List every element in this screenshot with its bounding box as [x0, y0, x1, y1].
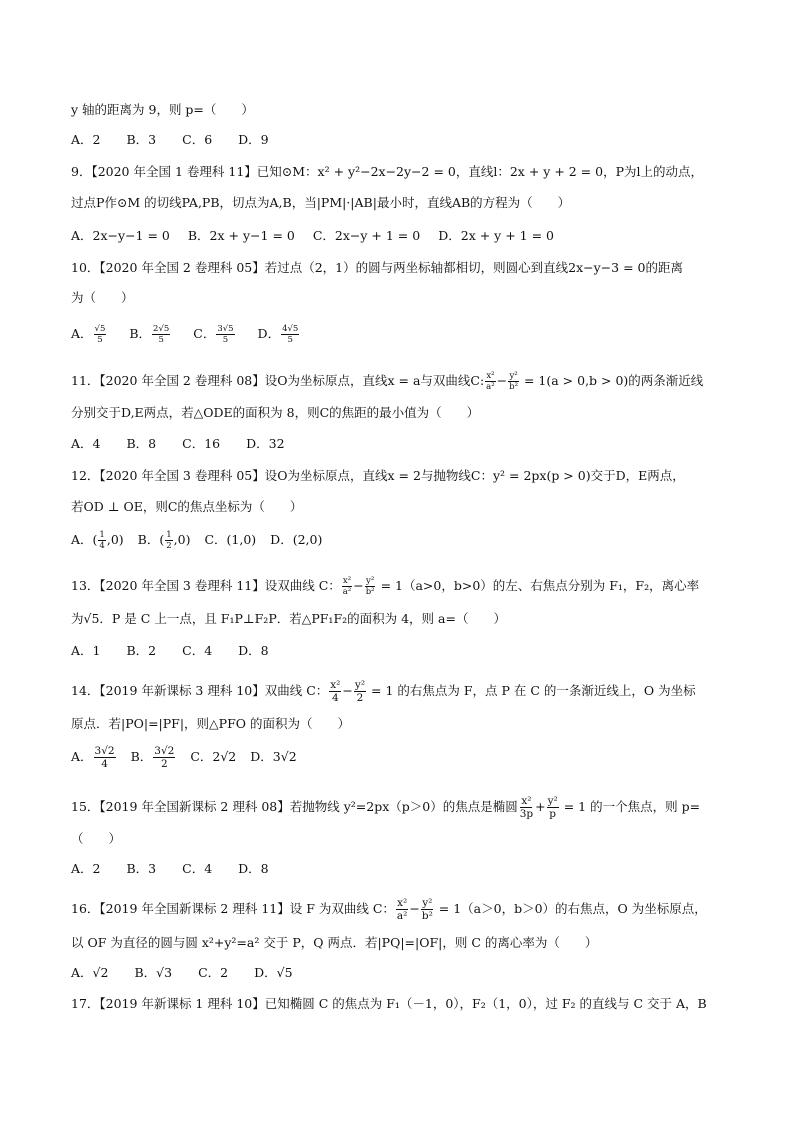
option-d: D．(2,0)	[270, 532, 323, 547]
option-a: A． $\frac{3√2}{4}$	[71, 745, 115, 770]
option-b: B． $\frac{3√2}{2}$	[130, 745, 175, 770]
option-d: D．√5	[254, 965, 293, 980]
question-13-line-2: 为√5．P 是 C 上一点，且 F₁P⊥F₂P．若△PF₁F₂的面积为 4，则 a=（ ）	[71, 611, 506, 626]
option-c-denominator: 5	[222, 335, 229, 345]
option-b: B．( $\frac{1}{2}$ ,0)	[137, 530, 191, 551]
question-10-line-1: 10．【2020 年全国 2 卷理科 05】若过点（2，1）的圆与两坐标轴都相切，则圆心到直线2x−y−3 = 0的距离	[71, 260, 683, 275]
question-10-line-2: 为（ ）	[71, 290, 134, 305]
fraction-x2-a2: $\frac{\text{x²}}{\text{a²}}$	[486, 371, 495, 392]
option-c: C．16	[182, 436, 221, 451]
option-a: A．√2	[71, 965, 109, 980]
question-11-options	[71, 434, 754, 454]
question-15-line-2: （ ）	[71, 831, 122, 846]
question-14-line-2: 原点．若|PO|=|PF|，则△PFO 的面积为（ ）	[71, 716, 350, 731]
option-a: A．2	[71, 861, 101, 876]
question-9-line-1: 9．【2020 年全国 1 卷理科 11】已知⊙M：x² + y²−2x−2y−2 = 0，直线l：2x + y + 2 = 0，P为l上的动点，	[71, 164, 703, 179]
question-14-line-1: 14．【2019 年新课标 3 理科 10】双曲线 C： $\frac{\text{x²}}{4}$ − $\frac{\text{y²}}{2}$ = 1 的右焦点为 F，点 P 在 C 的一条渐近线上，O 为坐标	[71, 679, 696, 704]
question-16-line-2: 以 OF 为直径的圆与圆 x²+y²=a² 交于 P，Q 两点．若|PQ|=|OF|，则 C 的离心率为（ ）	[71, 935, 598, 950]
question-11-line-2: 分别交于D,E两点，若△ODE的面积为 8，则C的焦距的最小值为（ ）	[71, 405, 480, 420]
option-a-numerator: √5	[94, 324, 106, 334]
option-d-denominator: 5	[287, 335, 293, 345]
question-15-line-1: 15．【2019 年全国新课标 2 理科 08】若抛物线 y²=2px（p＞0）的焦点是椭圆 $\frac{\text{x²}}{3p}$ + $\frac{\text{y²}}{p}$ = 1 的一个焦点，则 p=	[71, 795, 701, 820]
option-c: C． $\frac{3√5}{5}$	[193, 324, 234, 345]
question-12-options	[71, 530, 754, 554]
option-c: C．2	[198, 965, 229, 980]
option-d: D．8	[238, 643, 269, 658]
fraction-y2-b2: $\frac{\text{y²}}{\text{b²}}$	[509, 371, 518, 392]
option-c: C．6	[182, 132, 213, 147]
option-a: A．2	[71, 132, 101, 147]
option-c: C．2x−y + 1 = 0	[312, 228, 421, 243]
option-c-numerator: 3√5	[217, 324, 234, 334]
question-12-line-1: 12．【2020 年全国 3 卷理科 05】设O为坐标原点，直线x = 2与抛物线C：y² = 2px(p > 0)交于D，E两点，	[71, 468, 685, 483]
question-9-options	[71, 226, 754, 246]
question-16-line-1: 16．【2019 年全国新课标 2 理科 11】设 F 为双曲线 C： $\frac{\text{x²}}{\text{a²}}$ − $\frac{\text{y²}}{\text{b²}}$ = 1（a＞0，b＞0）的右焦点，O 为坐标原点，	[71, 897, 707, 922]
question-13-options	[71, 641, 754, 661]
option-b: B．2	[126, 643, 157, 658]
question-11-line-1: 11．【2020 年全国 2 卷理科 08】设O为坐标原点，直线x = a与双曲线C: $\frac{\text{x²}}{\text{a²}}$ − $\frac{\text{y²}}{\text{b²}}$ = 1(a > 0,b > 0)的两条渐近线	[71, 371, 704, 392]
question-14-options	[71, 745, 754, 773]
option-c: C．4	[182, 643, 213, 658]
question-12-line-2: 若OD ⊥ OE，则C的焦点坐标为（ ）	[71, 499, 303, 514]
question-16-options	[71, 963, 754, 983]
option-d-numerator: 4√5	[282, 324, 299, 334]
option-b: B．8	[126, 436, 157, 451]
option-a: A．4	[71, 436, 101, 451]
question-8-tail: y 轴的距离为 9，则 p=（ ）	[71, 102, 254, 117]
option-b: B．3	[126, 861, 157, 876]
option-a: A．2x−y−1 = 0	[71, 228, 170, 243]
option-d: D． $\frac{4√5}{5}$	[257, 324, 299, 345]
question-13-line-1: 13．【2020 年全国 3 卷理科 11】设双曲线 C： $\frac{\text{x²}}{\text{a²}}$ − $\frac{\text{y²}}{\text{b²}}$ = 1（a>0，b>0）的左、右焦点分别为 F₁，F₂，离心率	[71, 576, 700, 597]
option-c: C．2√2	[190, 749, 237, 764]
option-b: B．√3	[134, 965, 173, 980]
option-a: A．1	[71, 643, 101, 658]
option-b-denominator: 5	[158, 335, 164, 345]
option-d: D．3√2	[250, 749, 297, 764]
option-d: D．9	[238, 132, 269, 147]
option-b: B． $\frac{2√5}{5}$	[129, 324, 170, 345]
option-c: C．(1,0)	[204, 532, 257, 547]
question-15-options	[71, 859, 754, 879]
option-b: B．3	[126, 132, 157, 147]
question-8-options	[71, 130, 754, 150]
question-17-line-1: 17．【2019 年新课标 1 理科 10】已知椭圆 C 的焦点为 F₁（－1，0），F₂（1，0），过 F₂ 的直线与 C 交于 A，B	[71, 996, 707, 1011]
option-a-denominator: 5	[97, 335, 103, 345]
option-d: D．8	[238, 861, 269, 876]
option-a: A．( $\frac{1}{4}$ ,0)	[71, 530, 124, 551]
option-c: C．4	[182, 861, 213, 876]
option-d: D．2x + y + 1 = 0	[438, 228, 554, 243]
option-a: A． $\frac{√5}{5}$	[71, 324, 106, 345]
question-10-options	[71, 324, 754, 348]
option-b: B．2x + y−1 = 0	[187, 228, 295, 243]
option-b-numerator: 2√5	[153, 324, 170, 334]
question-9-line-2: 过点P作⊙M 的切线PA,PB，切点为A,B，当|PM|·|AB|最小时，直线AB的方程为（ ）	[71, 195, 571, 210]
option-d: D．32	[246, 436, 285, 451]
